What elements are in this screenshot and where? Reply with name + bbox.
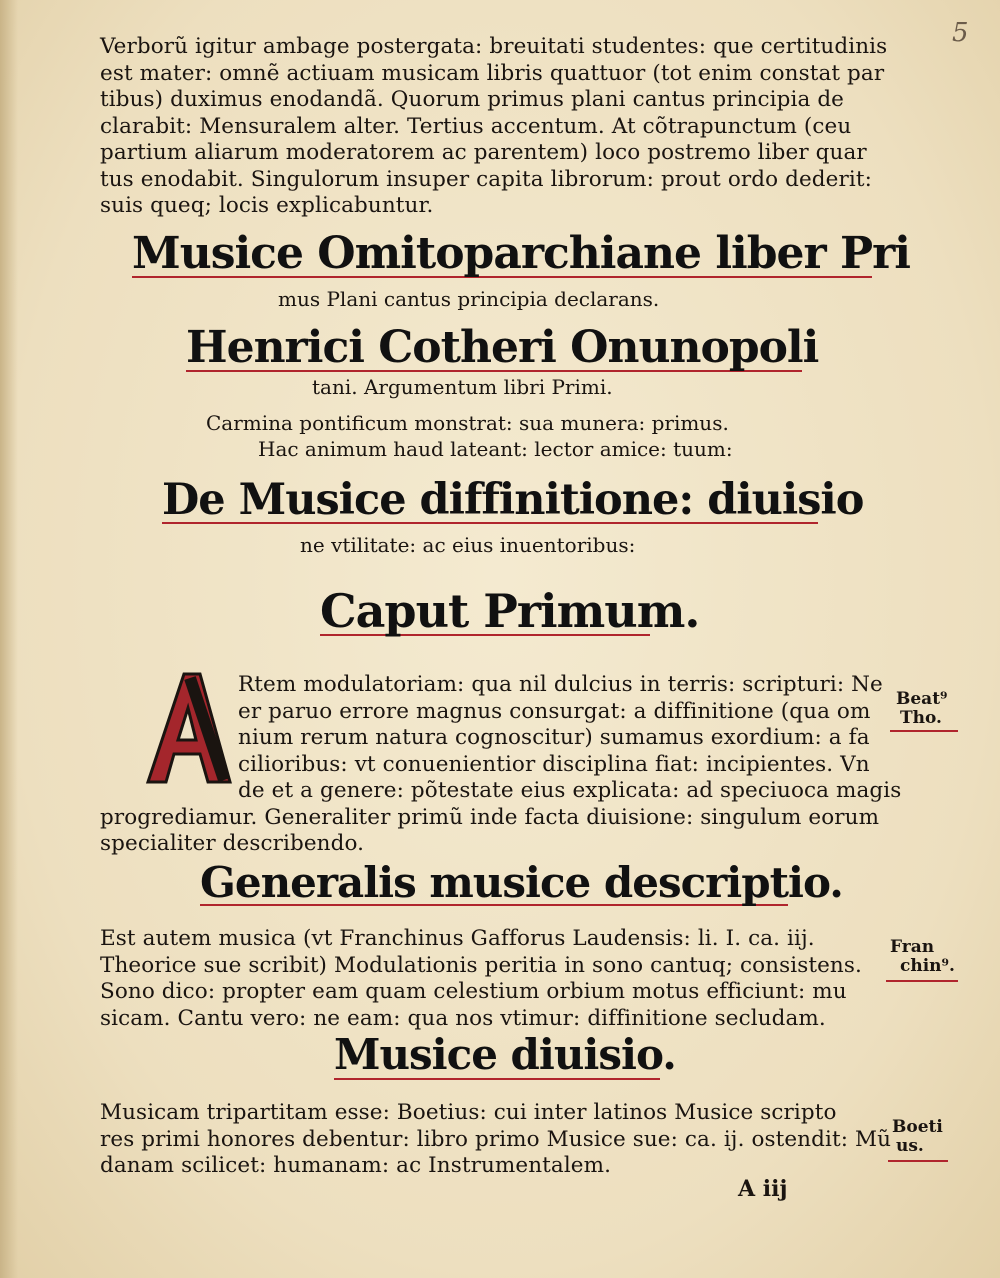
- page-edge-shadow: [0, 0, 18, 1278]
- margin-note-underline: [886, 980, 958, 982]
- section-subtitle: ne vtilitate: ac eius inuentoribus:: [300, 533, 636, 557]
- section-heading: [162, 474, 863, 526]
- intro-line: clarabit: Mensuralem alter. Tertius accentum. At cõtrapunctum (ceu: [100, 113, 852, 139]
- intro-line: est mater: omnẽ actiuam musicam libris quattuor (tot enim constat par: [100, 60, 885, 86]
- book-title-text: Musice Omitoparchiane liber Pri: [132, 228, 910, 279]
- margin-note-line: Fran: [890, 937, 935, 957]
- chapter-line: progrediamur. Generaliter primũ inde facta diuisione: singulum eorum: [100, 804, 880, 830]
- intro-line: suis queq; locis explicabuntur.: [100, 193, 434, 218]
- margin-note-line: Beat⁹: [896, 689, 948, 709]
- general-paragraph: [100, 926, 890, 1032]
- division-heading: [334, 1030, 676, 1080]
- margin-note-franchinus: [890, 938, 955, 976]
- chapter-line: nium rerum natura cognoscitur) sumamus exordium: a fa: [238, 725, 870, 750]
- intro-line: partium aliarum moderatorem ac parentem) loco postremo liber quar: [100, 140, 867, 165]
- general-heading: [200, 858, 843, 908]
- chapter-line: cilioribus: vt conuenientior disciplina fiat: incipientes. Vn: [238, 751, 870, 777]
- author-heading-text: Henrici Cotheri Onunopoli: [186, 322, 819, 373]
- margin-note-underline: [888, 1160, 948, 1162]
- author-subtitle: tani. Argumentum libri Primi.: [312, 375, 613, 399]
- chapter-line: Rtem modulatoriam: qua nil dulcius in terris: scripturi: Ne: [238, 672, 883, 697]
- section-heading-text: De Musice diffinitione: diuisio: [162, 475, 864, 525]
- book-title: [132, 228, 910, 280]
- general-line: sicam. Cantu vero: ne eam: qua nos vtimur: diffinitione secludam.: [100, 1005, 826, 1031]
- margin-note-line: Tho.: [900, 708, 942, 728]
- margin-note-line: chin⁹.: [900, 956, 955, 976]
- margin-note-thomas: [896, 690, 948, 728]
- intro-line: tus enodabit. Singulorum insuper capita librorum: prout ordo dederit:: [100, 166, 872, 192]
- verse-line: Hac animum haud lateant: lector amice: tuum:: [258, 437, 733, 461]
- verse-line: Carmina pontificum monstrat: sua munera: primus.: [206, 411, 729, 435]
- margin-note-line: us.: [896, 1136, 924, 1156]
- margin-note-boetius: [892, 1118, 943, 1156]
- intro-line: Verborũ igitur ambage postergata: breuitati studentes: que certitudinis: [100, 34, 888, 59]
- general-heading-text: Generalis musice descriptio.: [200, 858, 843, 907]
- general-line: Sono dico: propter eam quam celestium orbium motus efficiunt: mu: [100, 979, 847, 1004]
- book-subtitle: mus Plani cantus principia declarans.: [278, 287, 660, 311]
- general-line: Est autem musica (vt Franchinus Gafforus Laudensis: li. I. ca. iij.: [100, 926, 815, 951]
- chapter-heading: [320, 584, 699, 638]
- general-line: Theorice sue scribit) Modulationis peritia in sono cantuq; consistens.: [100, 952, 862, 978]
- chapter-paragraph: [100, 672, 902, 858]
- margin-note-line: Boeti: [892, 1117, 943, 1137]
- intro-line: tibus) duximus enodandã. Quorum primus plani cantus principia de: [100, 87, 845, 112]
- division-paragraph: [100, 1100, 890, 1180]
- chapter-line: specialiter describendo.: [100, 831, 365, 856]
- division-line: Musicam tripartitam esse: Boetius: cui inter latinos Musice scripto: [100, 1100, 837, 1125]
- signature-mark: A iij: [738, 1176, 788, 1202]
- author-heading: [186, 322, 818, 374]
- chapter-line: de et a genere: põtestate eius explicata: ad speciuoca magis: [238, 778, 902, 803]
- chapter-heading-text: Caput Primum.: [320, 584, 700, 638]
- chapter-line: er paruo errore magnus consurgat: a diffinitione (qua om: [238, 698, 871, 724]
- margin-note-underline: [890, 730, 958, 732]
- division-line: res primi honores debentur: libro primo Musice sue: ca. ij. ostendit: Mũ: [100, 1126, 892, 1152]
- division-line: danam scilicet: humanam: ac Instrumentalem.: [100, 1153, 612, 1178]
- division-heading-text: Musice diuisio.: [334, 1030, 676, 1079]
- intro-paragraph: [100, 34, 890, 220]
- page-number: 5: [952, 18, 969, 48]
